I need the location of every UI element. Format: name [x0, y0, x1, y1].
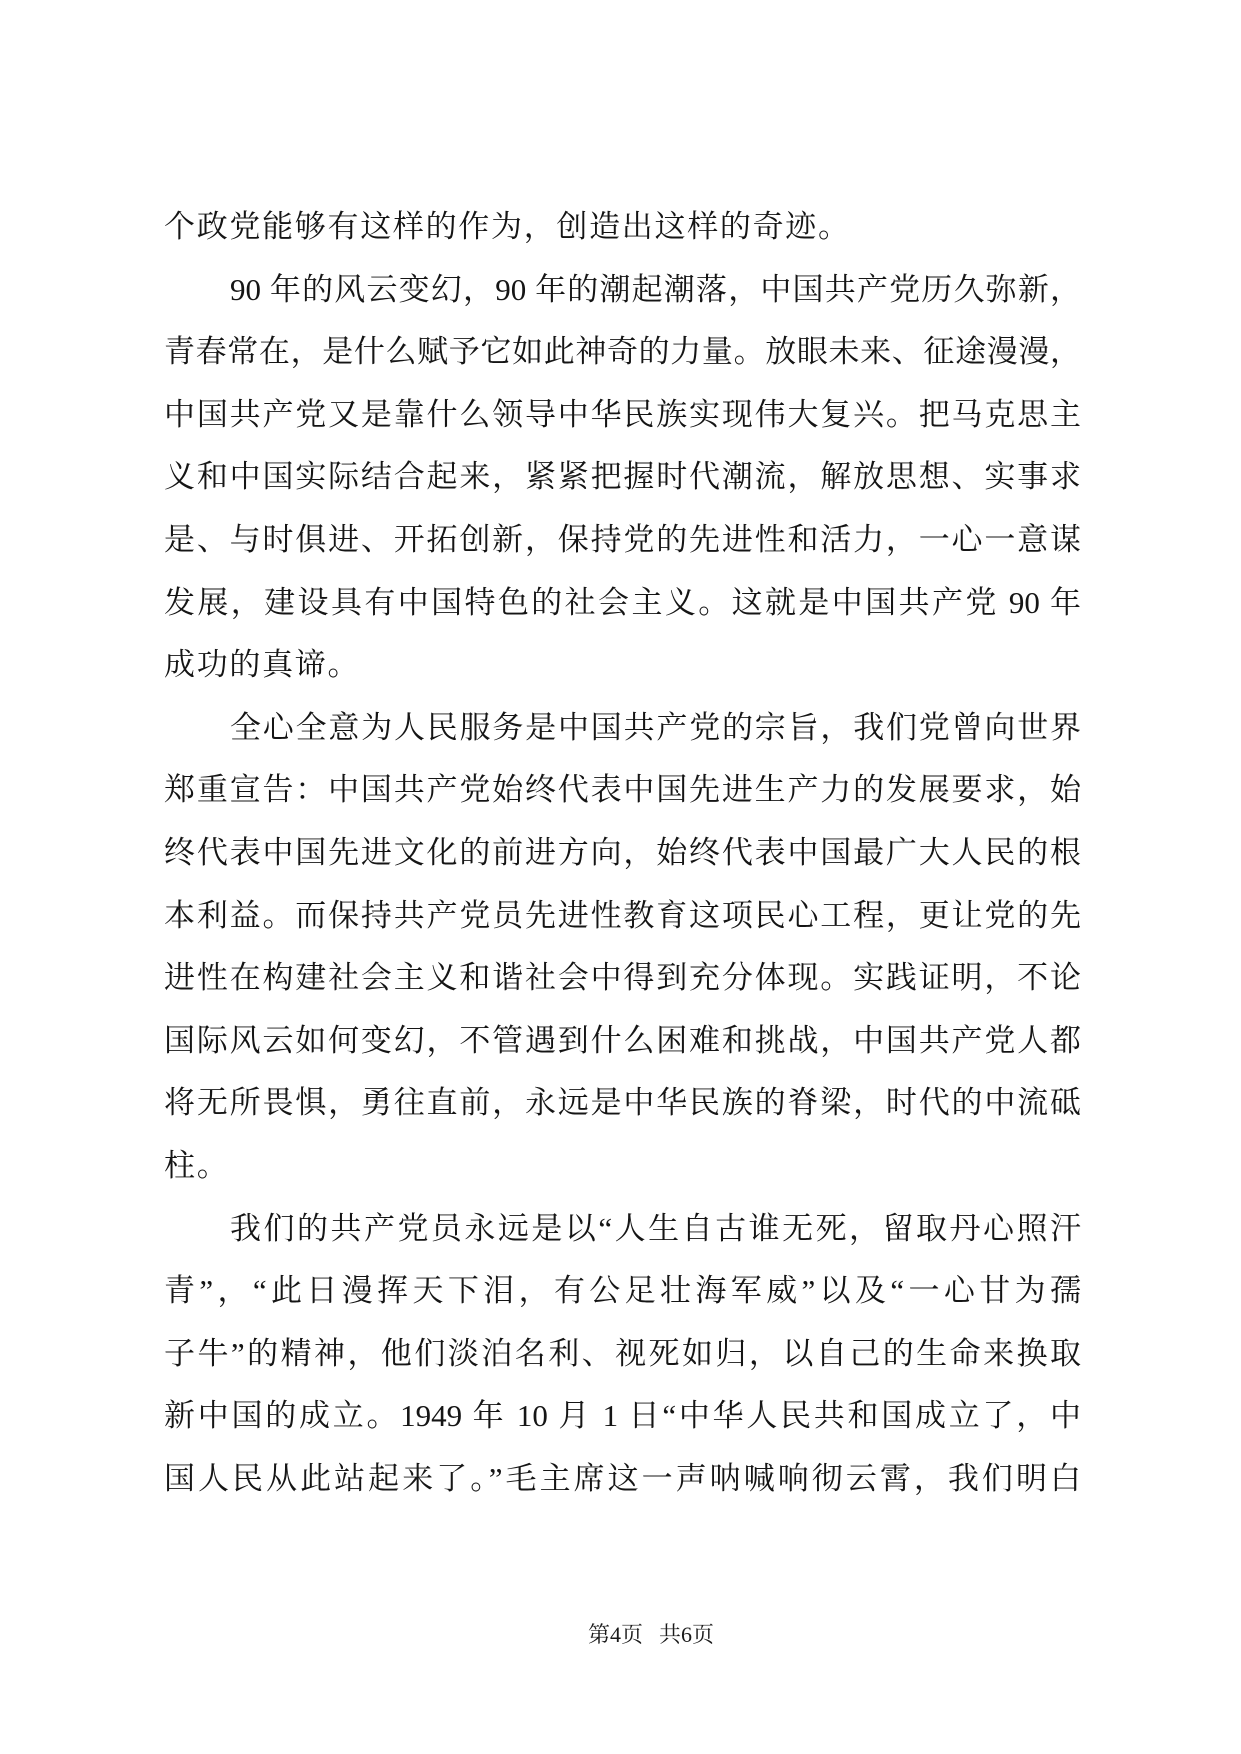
- text-line: 发展，建设具有中国特色的社会主义。这就是中国共产党 90 年: [164, 584, 1081, 620]
- text-line: 我们的共产党员永远是以“人生自古谁无死，留取丹心照汗: [230, 1210, 1081, 1246]
- text-line: 青”，“此日漫挥天下泪，有公足壮海军威”以及“一心甘为孺: [164, 1273, 1081, 1309]
- text-line: 是、与时俱进、开拓创新，保持党的先进性和活力，一心一意谋: [164, 521, 1081, 557]
- text-line: 本利益。而保持共产党员先进性教育这项民心工程，更让党的先: [164, 897, 1081, 933]
- paragraph: [164, 1198, 1081, 1511]
- page-total: 共6页: [659, 1622, 715, 1647]
- text-line: 新中国的成立。1949 年 10 月 1 日“中华人民共和国成立了，中: [164, 1398, 1081, 1434]
- text-line: 中国共产党又是靠什么领导中华民族实现伟大复兴。把马克思主: [164, 396, 1081, 432]
- paragraph: [164, 196, 1081, 259]
- paragraph: [164, 259, 1081, 697]
- paragraph: [164, 697, 1081, 1198]
- text-line: 成功的真谛。: [164, 647, 361, 683]
- text-line: 个政党能够有这样的作为，创造出这样的奇迹。: [164, 209, 851, 244]
- text-line: 柱。: [164, 1147, 230, 1183]
- text-line: 青春常在，是什么赋予它如此神奇的力量。放眼未来、征途漫漫，: [164, 334, 1081, 370]
- page-number: 第4页: [587, 1622, 643, 1647]
- document-body: [164, 196, 1081, 1510]
- text-line: 郑重宣告：中国共产党始终代表中国先进生产力的发展要求，始: [164, 772, 1081, 808]
- text-line: 终代表中国先进文化的前进方向，始终代表中国最广大人民的根: [164, 834, 1081, 870]
- text-line: 国人民从此站起来了。”毛主席这一声呐喊响彻云霄，我们明白: [164, 1460, 1081, 1496]
- text-line: 将无所畏惧，勇往直前，永远是中华民族的脊梁，时代的中流砥: [164, 1085, 1081, 1121]
- page-footer: [561, 1621, 741, 1649]
- text-line: 国际风云如何变幻，不管遇到什么困难和挑战，中国共产党人都: [164, 1022, 1081, 1058]
- text-line: 90 年的风云变幻，90 年的潮起潮落，中国共产党历久弥新，: [230, 271, 1081, 307]
- text-line: 进性在构建社会主义和谐社会中得到充分体现。实践证明，不论: [164, 960, 1081, 996]
- text-line: 全心全意为人民服务是中国共产党的宗旨，我们党曾向世界: [230, 709, 1081, 745]
- text-line: 义和中国实际结合起来，紧紧把握时代潮流，解放思想、实事求: [164, 459, 1081, 495]
- text-line: 子牛”的精神，他们淡泊名利、视死如归，以自己的生命来换取: [164, 1335, 1081, 1371]
